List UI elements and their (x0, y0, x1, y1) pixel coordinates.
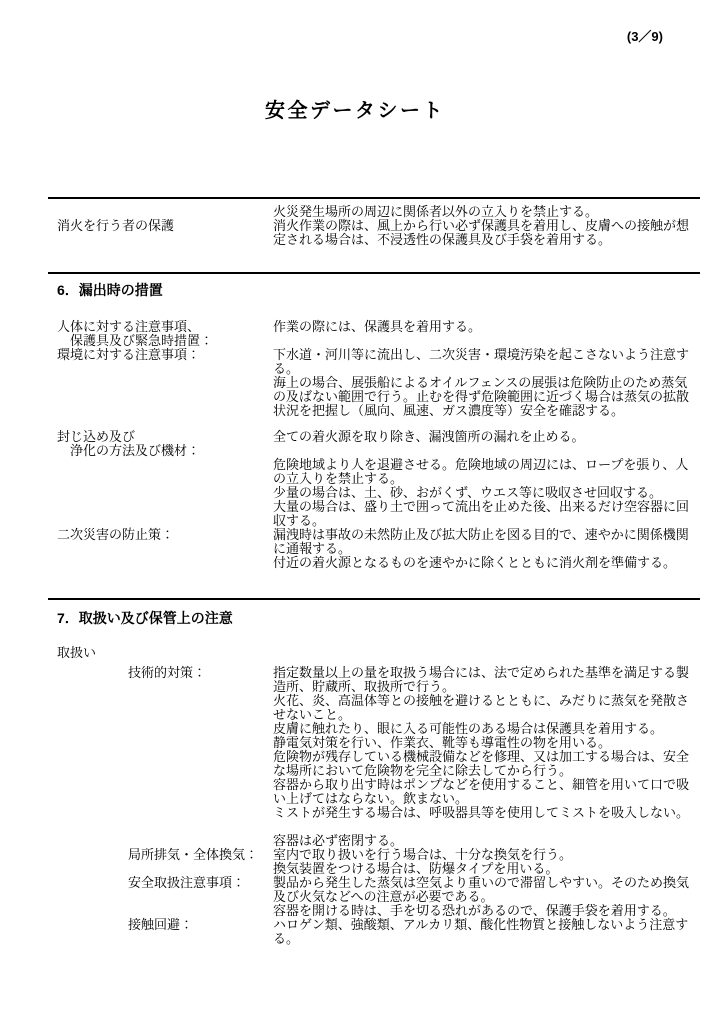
value-paragraph: 指定数量以上の量を取扱う場合には、法で定められた基準を満足する製造所、貯蔵所、取扱所で行う。 (273, 665, 690, 694)
field-row (48, 876, 700, 918)
field-value (273, 205, 700, 247)
field-label-line: 環境に対する注意事項： (57, 347, 201, 362)
field-row (48, 430, 700, 528)
value-paragraph: 海上の場合、展張船によるオイルフェンスの展張は危険防止のため蒸気の及ばない範囲で行う。止むを得ず危険範囲に近づく場合は蒸気の拡散状況を把握し（風向、風速、ガス濃度等）安全を確認する。 (273, 375, 690, 418)
value-paragraph: 容器は必ず密閉する。 (273, 833, 404, 848)
field-label-line: 安全取扱注意事項： (128, 875, 246, 890)
value-paragraph (273, 444, 700, 458)
field-label (48, 848, 273, 862)
field-value (273, 876, 700, 918)
field-rows (48, 320, 700, 570)
field-rows (48, 666, 700, 946)
field-label (48, 205, 273, 233)
field-label-line: 人体に対する注意事項、 (57, 319, 201, 334)
section-heading: 6．漏出時の措置 (57, 282, 163, 298)
section-6-leakage-measures (48, 272, 700, 570)
value-paragraph: 下水道・河川等に流出し、二次災害・環境汚染を起こさないよう注意する。 (273, 347, 690, 376)
value-paragraph: 付近の着火源となるものを速やかに除くとともに消火剤を準備する。 (273, 555, 677, 570)
field-label-line: 接触回避： (128, 917, 194, 932)
value-paragraph: 作業の際には、保護具を着用する。 (273, 319, 482, 334)
value-paragraph: 製品から発生した蒸気は空気より重いので滞留しやすい。そのため換気及び火気などへの注意が必要である。 (273, 875, 690, 904)
value-paragraph: 大量の場合は、盛り土で囲って流出を止めた後、出来るだけ空容器に回収する。 (273, 499, 690, 528)
value-paragraph: 換気装置をつける場合は、防爆タイプを用いる。 (273, 861, 559, 876)
value-paragraph: 少量の場合は、土、砂、おがくず、ウエス等に吸収させ回収する。 (273, 485, 662, 500)
field-value (273, 528, 700, 570)
field-value (273, 430, 700, 528)
field-label-line: 消火を行う者の保護 (57, 218, 175, 233)
field-label (48, 918, 273, 932)
firefighter-protection-block (48, 197, 700, 272)
field-row (48, 528, 700, 570)
value-paragraph: 消火作業の際は、風上から行い必ず保護具を着用し、皮膚への接触が想定される場合は、不浸透性の保護具及び手袋を着用する。 (273, 218, 690, 247)
section-heading: 7．取扱い及び保管上の注意 (57, 610, 233, 626)
value-paragraph: 容器を開ける時は、手を切る恐れがあるので、保護手袋を着用する。 (273, 903, 676, 918)
value-paragraph (273, 820, 700, 834)
value-paragraph: 静電気対策を行い、作業衣、靴等も導電性の物を用いる。 (273, 735, 612, 750)
value-paragraph: 危険物が残存している機械設備などを修理、又は加工する場合は、安全な場所において危険物を完全に除去してから行う。 (273, 749, 690, 778)
field-value (273, 320, 700, 334)
field-label-line: 技術的対策： (128, 665, 207, 680)
field-value (273, 348, 700, 418)
section-divider (48, 272, 700, 274)
page-number: (3／9) (626, 29, 663, 44)
sections-container (48, 197, 700, 946)
field-label-line: 封じ込め及び (57, 429, 136, 444)
field-label (48, 528, 273, 542)
document-title: 安全データシート (265, 100, 445, 122)
field-value (273, 666, 700, 848)
field-row (48, 348, 700, 418)
field-label-line: 保護具及び緊急時措置： (57, 333, 214, 348)
field-label-line: 浄化の方法及び機材： (57, 443, 201, 458)
field-label-line: 局所排気・全体換気： (128, 847, 259, 862)
field-row (48, 320, 700, 348)
value-paragraph: ハロゲン類、強酸類、アルカリ類、酸化性物質と接触しないよう注意する。 (273, 917, 689, 946)
field-value (273, 848, 700, 876)
value-paragraph: 火花、炎、高温体等との接触を避けるとともに、みだりに蒸気を発散させないこと。 (273, 693, 690, 722)
value-paragraph: 室内で取り扱いを行う場合は、十分な換気を行う。 (273, 847, 573, 862)
field-rows (48, 199, 700, 272)
value-paragraph: ミストが発生する場合は、呼吸器具等を使用してミストを吸入しない。 (273, 805, 690, 820)
field-row (48, 848, 700, 876)
section-divider (48, 598, 700, 600)
field-label (48, 666, 273, 680)
field-row (48, 918, 700, 946)
value-paragraph: 危険地域より人を退避させる。危険地域の周辺には、ロープを張り、人の立入りを禁止する。 (273, 457, 689, 486)
field-label (48, 348, 273, 362)
field-label (48, 320, 273, 348)
field-label (48, 876, 273, 890)
field-label-line: 二次災害の防止策： (57, 527, 175, 542)
value-paragraph: 全ての着火源を取り除き、漏洩箇所の漏れを止める。 (273, 429, 585, 444)
value-paragraph: 容器から取り出す時はポンプなどを使用すること、細管を用いて口で吸い上げてはならない。飲まない。 (273, 777, 690, 806)
section-subheading: 取扱い (57, 645, 97, 660)
value-paragraph: 皮膚に触れたり、眼に入る可能性のある場合は保護具を着用する。 (273, 721, 664, 736)
field-row (48, 205, 700, 247)
value-paragraph: 火災発生場所の周辺に関係者以外の立入りを禁止する。 (273, 204, 599, 219)
field-row (48, 666, 700, 848)
value-paragraph: 漏洩時は事故の未然防止及び拡大防止を図る目的で、速やかに関係機関に通報する。 (273, 527, 689, 556)
section-7-handling-storage (48, 598, 700, 946)
field-value (273, 918, 700, 946)
field-label (48, 430, 273, 458)
